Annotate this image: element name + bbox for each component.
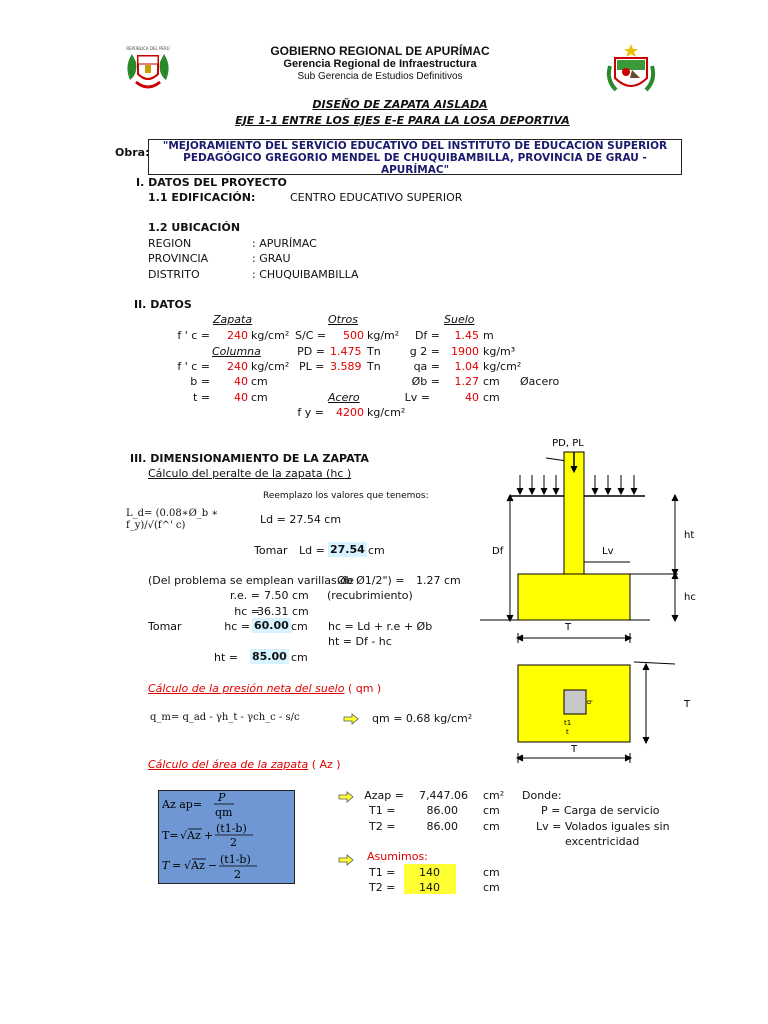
- varillas-value: 1.27 cm: [416, 574, 461, 587]
- ob-note: Øacero: [520, 375, 560, 388]
- svg-text:T: T: [162, 859, 170, 872]
- g2-unit: kg/m³: [483, 345, 516, 358]
- df-label: Df =: [414, 329, 440, 342]
- edificacion-label: 1.1 EDIFICACIÓN:: [148, 191, 256, 204]
- suelo-heading: Suelo: [444, 313, 475, 326]
- plan-t1-label: t1: [564, 719, 572, 727]
- svg-text:P: P: [218, 791, 226, 804]
- section-1-title: I. DATOS DEL PROYECTO: [136, 176, 287, 189]
- pl-unit: Tn: [367, 360, 381, 373]
- ht-formula: ht = Df - hc: [328, 635, 392, 648]
- svg-text:qm: qm: [215, 806, 233, 819]
- t1-value: 86.00: [426, 804, 458, 817]
- hc-label: hc =: [234, 605, 260, 618]
- hc-tomar-label: Tomar: [148, 620, 182, 633]
- fc2-unit: kg/cm²: [251, 360, 290, 373]
- varillas-spec: Øb Ø1/2") =: [337, 574, 405, 587]
- df-unit: m: [483, 329, 494, 342]
- fc2-value: 240: [227, 360, 248, 373]
- sc-unit: kg/m²: [367, 329, 400, 342]
- azap-unit: cm²: [483, 789, 505, 802]
- obra-box: "MEJORAMIENTO DEL SERVICIO EDUCATIVO DEL INSTITUTO DE EDUCACION SUPERIOR PEDAGÓGICO GREGORIO MENDEL DE CHUQUIBAMBILLA, PROVINCIA DE GRAU - APURÍMAC": [148, 139, 682, 175]
- region-value: : APURÍMAC: [252, 237, 317, 250]
- sc-label: S/C =: [295, 329, 327, 342]
- otros-heading: Otros: [328, 313, 358, 326]
- qm-title-text: Cálculo de la presión neta del suelo: [148, 682, 345, 695]
- distrito-label: DISTRITO: [148, 268, 200, 281]
- plan-t-label: t: [566, 728, 569, 736]
- t2-assumed-unit: cm: [483, 881, 500, 894]
- plan-t-right-label: T: [684, 699, 691, 710]
- svg-text:(t1-b): (t1-b): [220, 853, 251, 866]
- donde-label: Donde:: [522, 789, 562, 802]
- header-line3: Sub Gerencia de Estudios Definitivos: [297, 71, 463, 82]
- fy-value: 4200: [336, 406, 364, 419]
- qm-formula: q_m= q_ad - γh_t - γch_c - s/c: [150, 712, 300, 723]
- hc-tomar-value: 60.00: [254, 619, 289, 632]
- acero-heading: Acero: [328, 391, 360, 404]
- diagram-hc-label: hc: [684, 592, 696, 603]
- asumimos-label: Asumimos:: [367, 850, 428, 863]
- arrow-right-icon: [338, 855, 354, 865]
- diagram-ht-label: ht: [684, 530, 695, 541]
- lv-unit: cm: [483, 391, 500, 404]
- svg-text:√Az: √Az: [180, 829, 201, 842]
- lv-label: Lv =: [404, 391, 430, 404]
- fc2-label: f ' c =: [177, 360, 210, 373]
- p-definition: P = Carga de servicio: [541, 804, 660, 817]
- g2-label: g 2 =: [409, 345, 440, 358]
- svg-text:2: 2: [230, 836, 237, 849]
- hc-tomar-unit: cm: [291, 620, 308, 633]
- fy-label: f y =: [297, 406, 324, 419]
- ld-tomar-eq: Ld =: [299, 544, 325, 557]
- hc-formula: hc = Ld + r.e + Øb: [328, 620, 433, 633]
- diagram-loads-label: PD, PL: [552, 438, 584, 449]
- ob-label: Øb =: [411, 375, 440, 388]
- qm-result: qm = 0.68 kg/cm²: [372, 712, 473, 725]
- b-value: 40: [234, 375, 248, 388]
- peralte-title: Cálculo del peralte de la zapata (hc ): [148, 467, 352, 480]
- region-label: REGION: [148, 237, 192, 250]
- diagram-lv-label: Lv: [602, 546, 614, 557]
- t-label: t =: [192, 391, 210, 404]
- t1-assumed-unit: cm: [483, 866, 500, 879]
- zapata-heading: Zapata: [213, 313, 253, 326]
- azap-label: Azap =: [364, 789, 404, 802]
- t2-assumed-value: 140: [419, 881, 440, 894]
- ld-formula-line2: f_y)/√(f^' c): [126, 520, 186, 531]
- t2-label: T2 =: [369, 820, 396, 833]
- t2-assumed-label: T2 =: [369, 881, 396, 894]
- hc-tomar-eq: hc =: [224, 620, 250, 633]
- az-title: [148, 758, 341, 771]
- plan-t-bottom-label: T: [570, 744, 578, 755]
- pd-unit: Tn: [367, 345, 381, 358]
- svg-text:Az ap=: Az ap=: [162, 798, 203, 811]
- svg-text:√Az: √Az: [184, 859, 205, 872]
- arrow-right-icon: [343, 714, 359, 724]
- df-value: 1.45: [454, 329, 479, 342]
- pd-label: PD =: [297, 345, 325, 358]
- provincia-label: PROVINCIA: [148, 252, 209, 265]
- area-formula-equations: [158, 790, 294, 882]
- svg-text:(t1-b): (t1-b): [216, 822, 247, 835]
- azap-value: 7,447.06: [419, 789, 468, 802]
- t2-unit: cm: [483, 820, 500, 833]
- hc-value: 36.31 cm: [257, 605, 309, 618]
- svg-text:T=: T=: [162, 829, 179, 842]
- ubicacion-title: 1.2 UBICACIÓN: [148, 221, 241, 234]
- distrito-value: : CHUQUIBAMBILLA: [252, 268, 359, 281]
- fc1-value: 240: [227, 329, 248, 342]
- t1-assumed-label: T1 =: [369, 866, 396, 879]
- qm-title: [148, 682, 381, 695]
- b-label: b =: [190, 375, 210, 388]
- t1-unit: cm: [483, 804, 500, 817]
- apurimac-shield-logo: [602, 42, 660, 96]
- ht-label: ht =: [214, 651, 238, 664]
- pl-value: 3.589: [330, 360, 362, 373]
- ld-tomar-unit: cm: [368, 544, 385, 557]
- ld-formula-line1: L_d= (0.08∗Ø_b ∗: [126, 508, 219, 519]
- reemplazo-note: Reemplazo los valores que tenemos:: [263, 491, 429, 501]
- fc1-unit: kg/cm²: [251, 329, 290, 342]
- section-3-title: III. DIMENSIONAMIENTO DE LA ZAPATA: [130, 452, 369, 465]
- ob-value: 1.27: [454, 375, 479, 388]
- varillas-text: (Del problema se emplean varillas de: [148, 574, 354, 587]
- lv-value: 40: [465, 391, 479, 404]
- logo-caption: REPÚBLICA DEL PERÚ: [126, 46, 170, 51]
- header-line1: GOBIERNO REGIONAL DE APURÍMAC: [270, 44, 490, 58]
- fy-unit: kg/cm²: [367, 406, 406, 419]
- svg-text:+: +: [204, 829, 214, 842]
- re-label: r.e. =: [230, 589, 260, 602]
- provincia-value: : GRAU: [252, 252, 291, 265]
- az-title-text: Cálculo del área de la zapata: [148, 758, 309, 771]
- ht-unit: cm: [291, 651, 308, 664]
- qa-label: qa =: [413, 360, 440, 373]
- header-line2: Gerencia Regional de Infraestructura: [283, 58, 477, 70]
- ob-unit: cm: [483, 375, 500, 388]
- svg-text:2: 2: [234, 868, 241, 881]
- az-title-symbol: ( Az ): [311, 758, 341, 771]
- fc1-label: f ' c =: [177, 329, 210, 342]
- t-unit: cm: [251, 391, 268, 404]
- section-2-title: II. DATOS: [134, 298, 192, 311]
- qa-unit: kg/cm²: [483, 360, 522, 373]
- diagram-df-label: Df: [492, 546, 504, 557]
- svg-text:=: =: [172, 859, 182, 872]
- t1-label: T1 =: [369, 804, 396, 817]
- footing-elevation-diagram: [480, 430, 720, 660]
- design-title: DISEÑO DE ZAPATA AISLADA: [312, 98, 488, 111]
- peru-coat-of-arms-logo: [118, 44, 178, 94]
- re-value: 7.50 cm: [264, 589, 309, 602]
- t1-assumed-value: 140: [419, 866, 440, 879]
- ld-calc: Ld = 27.54 cm: [260, 513, 342, 526]
- t-value: 40: [234, 391, 248, 404]
- qm-title-symbol: ( qm ): [347, 682, 382, 695]
- g2-value: 1900: [451, 345, 479, 358]
- lv-definition-2: excentricidad: [565, 835, 640, 848]
- re-note: (recubrimiento): [327, 589, 413, 602]
- ld-tomar-value: 27.54: [330, 543, 365, 556]
- edificacion-value: CENTRO EDUCATIVO SUPERIOR: [290, 191, 463, 204]
- lv-definition-1: Lv = Volados iguales sin: [536, 820, 670, 833]
- t2-value: 86.00: [426, 820, 458, 833]
- ht-value: 85.00: [252, 650, 287, 663]
- footing-plan-diagram: [500, 655, 700, 780]
- sc-value: 500: [343, 329, 364, 342]
- qa-value: 1.04: [454, 360, 479, 373]
- ld-tomar-label: Tomar: [254, 544, 288, 557]
- pl-label: PL =: [299, 360, 325, 373]
- diagram-t-label: T: [564, 622, 572, 633]
- pd-value: 1.475: [330, 345, 362, 358]
- plan-b-label: b: [585, 700, 593, 705]
- design-subtitle: EJE 1-1 ENTRE LOS EJES E-E PARA LA LOSA DEPORTIVA: [235, 114, 570, 127]
- obra-label: Obra:: [115, 146, 150, 159]
- svg-text:−: −: [208, 859, 218, 872]
- columna-heading: Columna: [212, 345, 261, 358]
- b-unit: cm: [251, 375, 268, 388]
